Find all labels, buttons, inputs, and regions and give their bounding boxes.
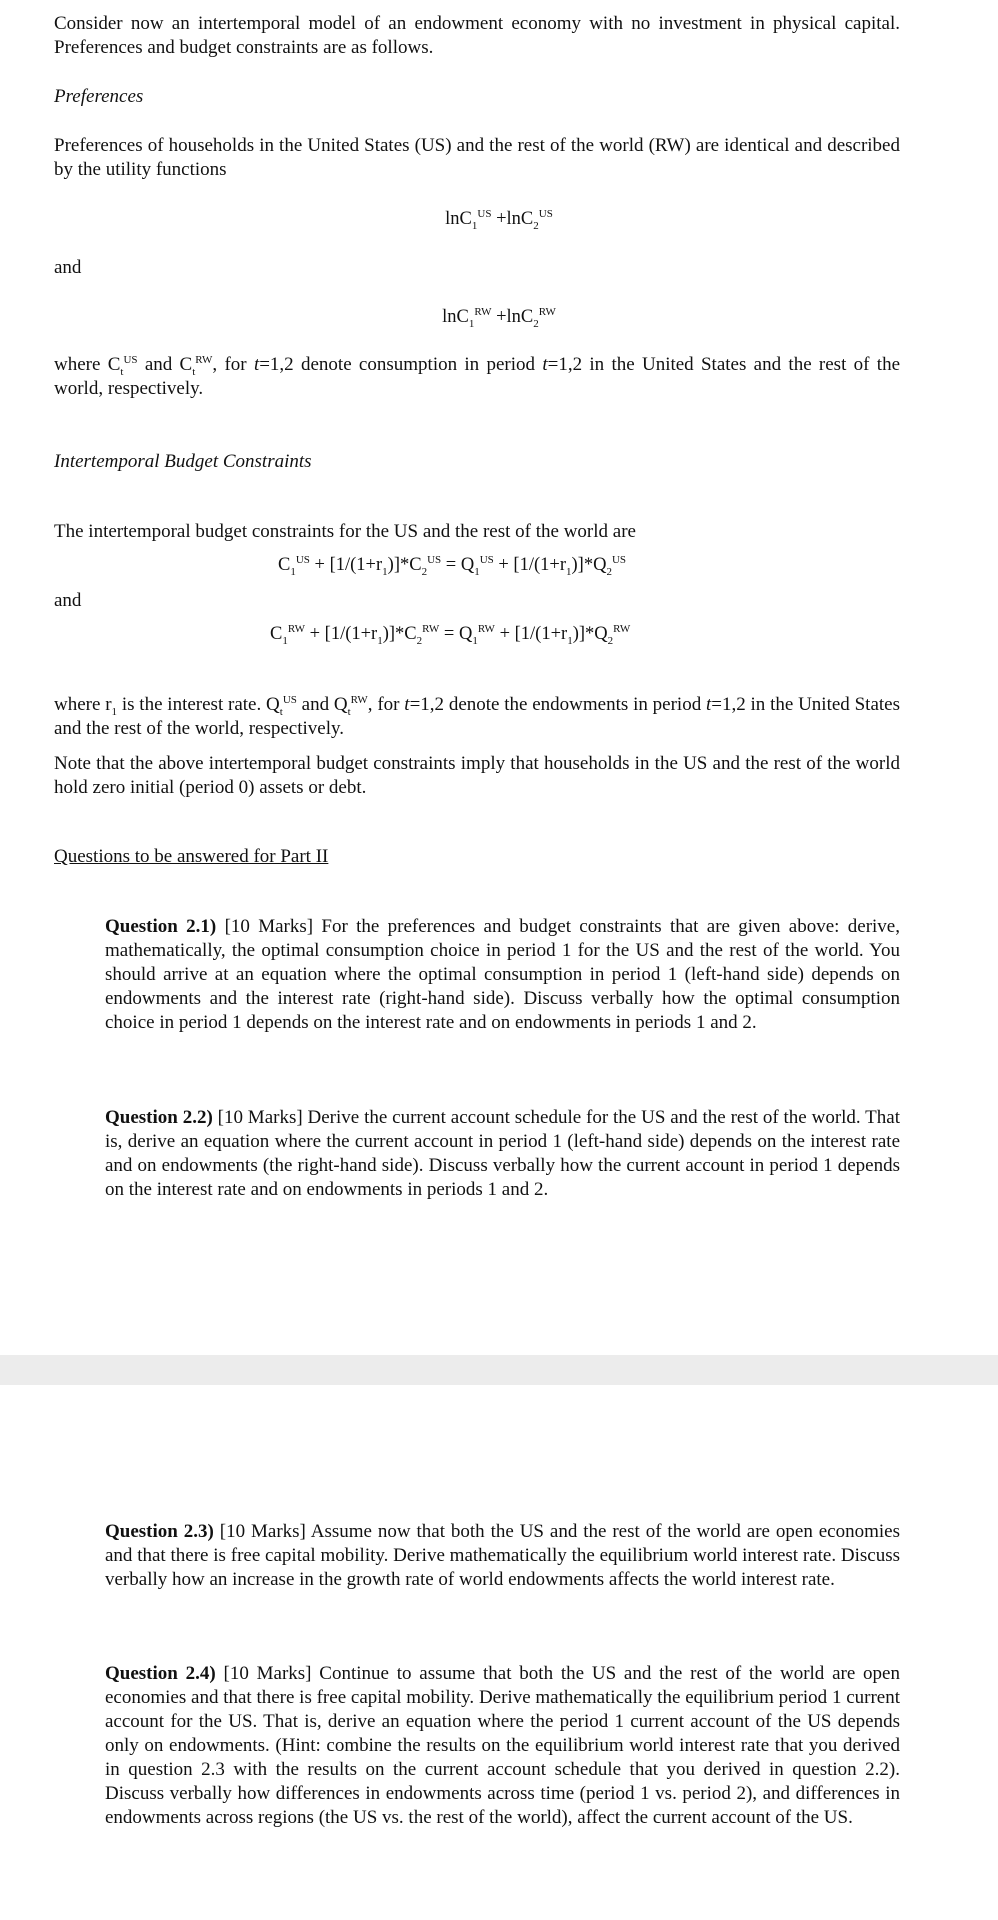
question-label: Question 2.3) <box>105 1521 214 1542</box>
question-text: [10 Marks] Derive the current account schedule for the US and the rest of the world. That is, derive an equation where the current account in period 1 (left-hand side) depends on the interest rate and on endowments (the right-hand side). Discuss verbally how the current account in period 1 depends on the interest rate and on endowments in periods 1 and 2. <box>105 1107 900 1200</box>
budget-constraint-us: $C_1^{US} + [1/(1+r_1)]*C_2^{US} = Q_1^{US} + [1/(1+r_1)]*Q_2^{US}$ <box>278 553 626 578</box>
utility-function-rw: lnC$_1^{RW}$ +lnC$_2^{RW}$ <box>442 305 556 330</box>
intro-paragraph: Consider now an intertemporal model of an endowment economy with no investment in physical capital. Preferences and budget constraints are as follows. <box>54 13 900 58</box>
question-text: [10 Marks] For the preferences and budget constraints that are given above: derive, mathematically, the optimal consumption choice in period 1 for the US and the rest of the world. You should arrive at an equation where the optimal consumption in period 1 (left-hand side) depends on endowments and the interest rate (right-hand side). Discuss verbally how the optimal consumption choice in period 1 depends on the interest rate and on endowments in periods 1 and 2. <box>105 916 900 1033</box>
budget-heading: Intertemporal Budget Constraints <box>54 451 312 472</box>
question-text: [10 Marks] Continue to assume that both the US and the rest of the world are open economies and that there is free capital mobility. Derive mathematically the equilibrium period 1 current account for the US. That is, derive an equation where the period 1 current account of the US depends only on endowments. (Hint: combine the results on the equilibrium world interest rate that you derived in question 2.3 with the results on the current account schedule that you derived in question 2.2). Discuss verbally how differences in endowments across time (period 1 vs. period 2), and differences in endowments across regions (the US vs. the rest of the world), affect the current account of the US. <box>105 1663 900 1828</box>
consumption-definition: where $C_t^{US}$ and $C_t^{RW}$, for t=1,2 denote consumption in period t=1,2 in the United States and the rest of the world, respectively. <box>54 353 901 399</box>
utility-function-us: lnC$_1^{US}$ +lnC$_2^{US}$ <box>445 207 553 232</box>
endowment-definition: where $r_1$ is the interest rate. $Q_t^{US}$ and $Q_t^{RW}$, for t=1,2 denote the endowments in period t=1,2 in the United States and the rest of the world, respectively. <box>54 693 900 739</box>
preferences-paragraph: Preferences of households in the United States (US) and the rest of the world (RW) are identical and described by the utility functions <box>54 135 900 180</box>
question-label: Question 2.1) <box>105 916 217 937</box>
question-text: [10 Marks] Assume now that both the US and the rest of the world are open economies and that there is free capital mobility. Derive mathematically the equilibrium world interest rate. Discuss verbally how an increase in the growth rate of world endowments affects the world interest rate. <box>105 1521 900 1590</box>
page-break-band <box>0 1355 998 1385</box>
question-2-3 <box>105 1520 900 1592</box>
question-2-1 <box>105 915 900 1035</box>
budget-constraint-rw: $C_1^{RW} + [1/(1+r_1)]*C_2^{RW} = Q_1^{RW} + [1/(1+r_1)]*Q_2^{RW}$ <box>270 622 631 647</box>
preferences-heading: Preferences <box>54 86 144 107</box>
question-label: Question 2.4) <box>105 1663 216 1684</box>
questions-heading: Questions to be answered for Part II <box>54 846 329 867</box>
note-paragraph: Note that the above intertemporal budget constraints imply that households in the US and the rest of the world hold zero initial (period 0) assets or debt. <box>54 753 900 798</box>
and-text-1: and <box>54 257 82 278</box>
question-2-2 <box>105 1106 900 1202</box>
budget-paragraph: The intertemporal budget constraints for the US and the rest of the world are <box>54 521 636 542</box>
and-text-2: and <box>54 590 82 611</box>
question-label: Question 2.2) <box>105 1107 213 1128</box>
question-2-4 <box>105 1662 900 1830</box>
